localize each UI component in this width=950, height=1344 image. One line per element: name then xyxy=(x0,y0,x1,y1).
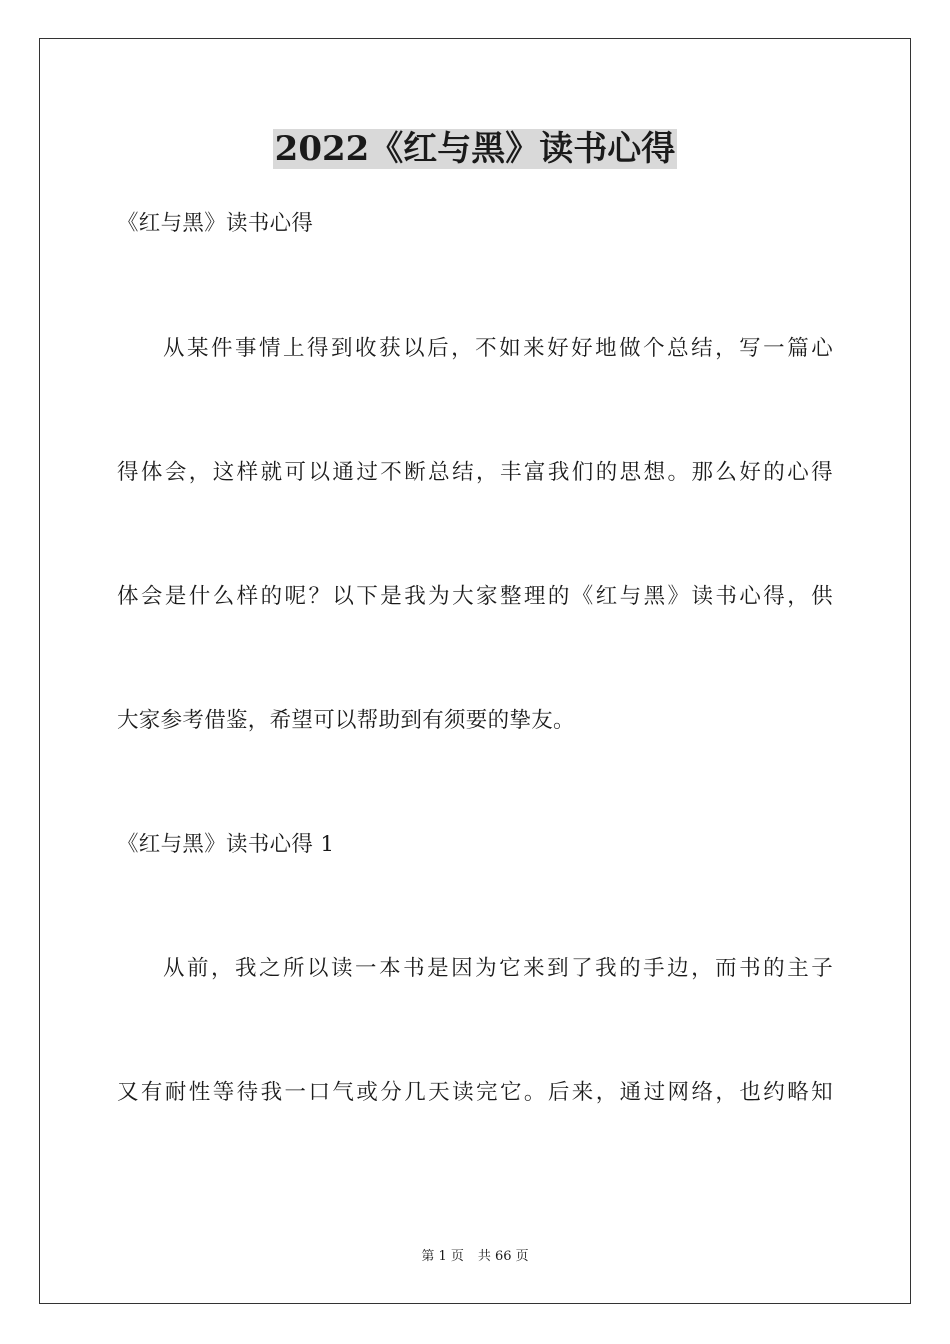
page-footer xyxy=(0,1248,950,1266)
paragraph-line: 体会是什么样的呢？以下是我为大家整理的《红与黑》读书心得，供 xyxy=(117,584,833,609)
page-total: 共 66 页 xyxy=(477,1249,529,1264)
document-title-text: 2022《红与黑》读书心得 xyxy=(274,129,676,169)
paragraph-line: 从某件事情上得到收获以后，不如来好好地做个总结，写一篇心 xyxy=(163,336,833,361)
document-title xyxy=(0,126,950,172)
paragraph-line: 大家参考借鉴，希望可以帮助到有须要的挚友。 xyxy=(117,708,575,733)
section-heading-1: 《红与黑》读书心得 1 xyxy=(117,832,335,857)
paragraph-line: 得体会，这样就可以通过不断总结，丰富我们的思想。那么好的心得 xyxy=(117,460,833,485)
section-heading-intro: 《红与黑》读书心得 xyxy=(117,211,314,236)
page-number: 第 1 页 xyxy=(421,1249,464,1264)
paragraph-line: 从前，我之所以读一本书是因为它来到了我的手边，而书的主子 xyxy=(163,956,833,981)
paragraph-line: 又有耐性等待我一口气或分几天读完它。后来，通过网络，也约略知 xyxy=(117,1080,833,1105)
